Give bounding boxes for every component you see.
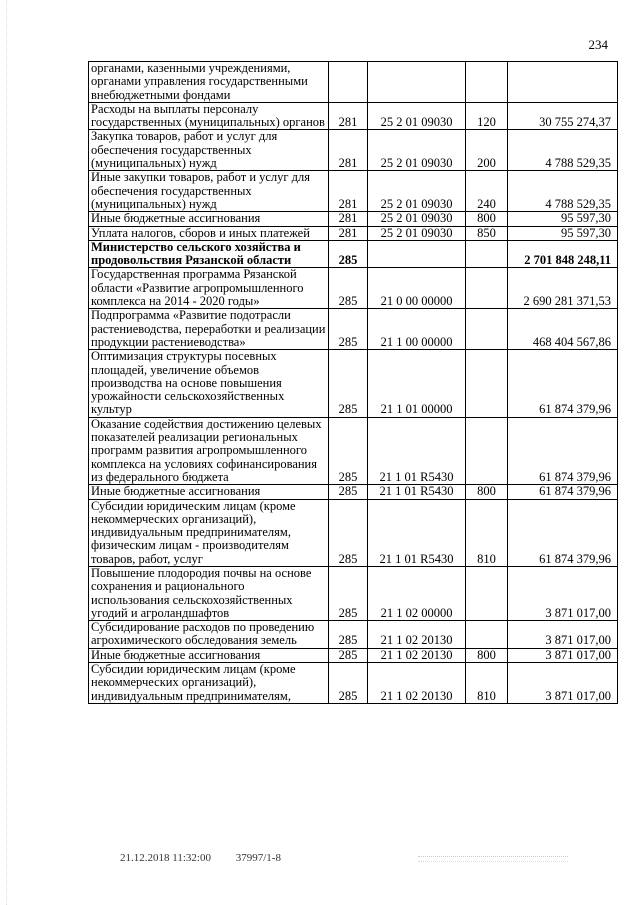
row-name: Оптимизация структуры посевных площадей, увеличение объемов производства на основе повышения урожайности сельскохозяйственных культур xyxy=(89,350,329,417)
row-expense-type: 240 xyxy=(466,171,508,212)
row-expense-type xyxy=(466,62,508,103)
row-ministry-code: 281 xyxy=(329,130,368,171)
row-ministry-code: 281 xyxy=(329,171,368,212)
row-name: Иные закупки товаров, работ и услуг для обеспечения государственных (муниципальных) нужд xyxy=(89,171,329,212)
row-article-code: 21 1 01 R5430 xyxy=(368,485,466,499)
row-amount xyxy=(508,62,618,103)
budget-table-body xyxy=(89,62,618,704)
row-amount: 3 871 017,00 xyxy=(508,621,618,649)
row-ministry-code: 281 xyxy=(329,102,368,130)
row-expense-type: 200 xyxy=(466,130,508,171)
row-ministry-code xyxy=(329,62,368,103)
row-expense-type: 800 xyxy=(466,648,508,662)
footer-datetime: 21.12.2018 11:32:00 xyxy=(120,852,211,864)
table-row xyxy=(89,485,618,499)
row-expense-type xyxy=(466,240,508,268)
budget-table xyxy=(88,61,618,704)
row-article-code: 21 1 01 R5430 xyxy=(368,499,466,566)
row-name: Министерство сельского хозяйства и продовольствия Рязанской области xyxy=(89,240,329,268)
row-name: Расходы на выплаты персоналу государственных (муниципальных) органов xyxy=(89,102,329,130)
row-article-code: 25 2 01 09030 xyxy=(368,102,466,130)
row-name: Уплата налогов, сборов и иных платежей xyxy=(89,226,329,240)
row-amount: 61 874 379,96 xyxy=(508,417,618,484)
footer-doc-id: 37997/1-8 xyxy=(235,852,281,864)
row-name: Закупка товаров, работ и услуг для обеспечения государственных (муниципальных) нужд xyxy=(89,130,329,171)
table-row xyxy=(89,566,618,620)
row-amount: 4 788 529,35 xyxy=(508,171,618,212)
table-row xyxy=(89,130,618,171)
row-name: Субсидирование расходов по проведению агрохимического обследования земель xyxy=(89,621,329,649)
scan-edge-mark xyxy=(6,0,8,905)
row-ministry-code: 285 xyxy=(329,499,368,566)
row-name: Субсидии юридическим лицам (кроме некоммерческих организаций), индивидуальным предпринимателям, xyxy=(89,663,329,704)
row-article-code: 25 2 01 09030 xyxy=(368,171,466,212)
row-name: Подпрограмма «Развитие подотрасли растениеводства, переработки и реализации продукции растениеводства» xyxy=(89,309,329,350)
row-ministry-code: 285 xyxy=(329,309,368,350)
row-amount: 95 597,30 xyxy=(508,226,618,240)
table-row xyxy=(89,648,618,662)
row-ministry-code: 281 xyxy=(329,226,368,240)
table-row xyxy=(89,226,618,240)
row-name: Иные бюджетные ассигнования xyxy=(89,212,329,226)
row-name: Оказание содействия достижению целевых показателей реализации региональных программ развития агропромышленного комплекса на условиях софинансирования из федерального бюджета xyxy=(89,417,329,484)
table-row xyxy=(89,350,618,417)
row-name: Субсидии юридическим лицам (кроме некоммерческих организаций), индивидуальным предпринимателям, физическим лицам - производителям товаров, работ, услуг xyxy=(89,499,329,566)
row-expense-type: 810 xyxy=(466,499,508,566)
table-row xyxy=(89,62,618,103)
table-row xyxy=(89,212,618,226)
table-row xyxy=(89,171,618,212)
row-article-code: 21 1 00 00000 xyxy=(368,309,466,350)
table-row xyxy=(89,417,618,484)
row-ministry-code: 285 xyxy=(329,268,368,309)
row-ministry-code: 285 xyxy=(329,417,368,484)
row-expense-type xyxy=(466,268,508,309)
row-article-code: 21 0 00 00000 xyxy=(368,268,466,309)
row-amount: 468 404 567,86 xyxy=(508,309,618,350)
row-amount: 3 871 017,00 xyxy=(508,648,618,662)
row-name: Государственная программа Рязанской области «Развитие агропромышленного комплекса на 2014 - 2020 годы» xyxy=(89,268,329,309)
row-expense-type: 810 xyxy=(466,663,508,704)
document-footer xyxy=(120,852,303,864)
row-amount: 61 874 379,96 xyxy=(508,499,618,566)
row-ministry-code: 285 xyxy=(329,485,368,499)
scan-artifact-mark xyxy=(418,856,568,862)
row-article-code xyxy=(368,240,466,268)
row-amount: 95 597,30 xyxy=(508,212,618,226)
row-amount: 3 871 017,00 xyxy=(508,663,618,704)
row-article-code: 21 1 02 20130 xyxy=(368,663,466,704)
row-article-code: 25 2 01 09030 xyxy=(368,226,466,240)
row-expense-type xyxy=(466,621,508,649)
row-ministry-code: 285 xyxy=(329,648,368,662)
row-amount: 4 788 529,35 xyxy=(508,130,618,171)
row-ministry-code: 285 xyxy=(329,566,368,620)
table-row xyxy=(89,621,618,649)
row-article-code xyxy=(368,62,466,103)
row-ministry-code: 281 xyxy=(329,212,368,226)
row-expense-type: 800 xyxy=(466,485,508,499)
row-name: Повышение плодородия почвы на основе сохранения и рационального использования сельскохозяйственных угодий и агроландшафтов xyxy=(89,566,329,620)
row-amount: 3 871 017,00 xyxy=(508,566,618,620)
row-expense-type: 120 xyxy=(466,102,508,130)
row-expense-type xyxy=(466,309,508,350)
row-name: Иные бюджетные ассигнования xyxy=(89,485,329,499)
row-article-code: 21 1 01 R5430 xyxy=(368,417,466,484)
row-ministry-code: 285 xyxy=(329,350,368,417)
row-article-code: 21 1 02 20130 xyxy=(368,648,466,662)
row-expense-type xyxy=(466,417,508,484)
table-row xyxy=(89,499,618,566)
row-expense-type: 800 xyxy=(466,212,508,226)
row-article-code: 21 1 01 00000 xyxy=(368,350,466,417)
row-article-code: 25 2 01 09030 xyxy=(368,130,466,171)
row-name: Иные бюджетные ассигнования xyxy=(89,648,329,662)
row-amount: 2 701 848 248,11 xyxy=(508,240,618,268)
row-name: органами, казенными учреждениями, органами управления государственными внебюджетными фондами xyxy=(89,62,329,103)
row-amount: 61 874 379,96 xyxy=(508,485,618,499)
row-article-code: 21 1 02 20130 xyxy=(368,621,466,649)
row-article-code: 21 1 02 00000 xyxy=(368,566,466,620)
row-expense-type: 850 xyxy=(466,226,508,240)
table-row xyxy=(89,663,618,704)
table-row xyxy=(89,240,618,268)
table-row xyxy=(89,102,618,130)
row-amount: 2 690 281 371,53 xyxy=(508,268,618,309)
row-article-code: 25 2 01 09030 xyxy=(368,212,466,226)
row-amount: 61 874 379,96 xyxy=(508,350,618,417)
page-number: 234 xyxy=(588,37,608,52)
row-ministry-code: 285 xyxy=(329,663,368,704)
row-ministry-code: 285 xyxy=(329,621,368,649)
row-expense-type xyxy=(466,566,508,620)
table-row xyxy=(89,309,618,350)
table-row xyxy=(89,268,618,309)
row-expense-type xyxy=(466,350,508,417)
row-ministry-code: 285 xyxy=(329,240,368,268)
row-amount: 30 755 274,37 xyxy=(508,102,618,130)
